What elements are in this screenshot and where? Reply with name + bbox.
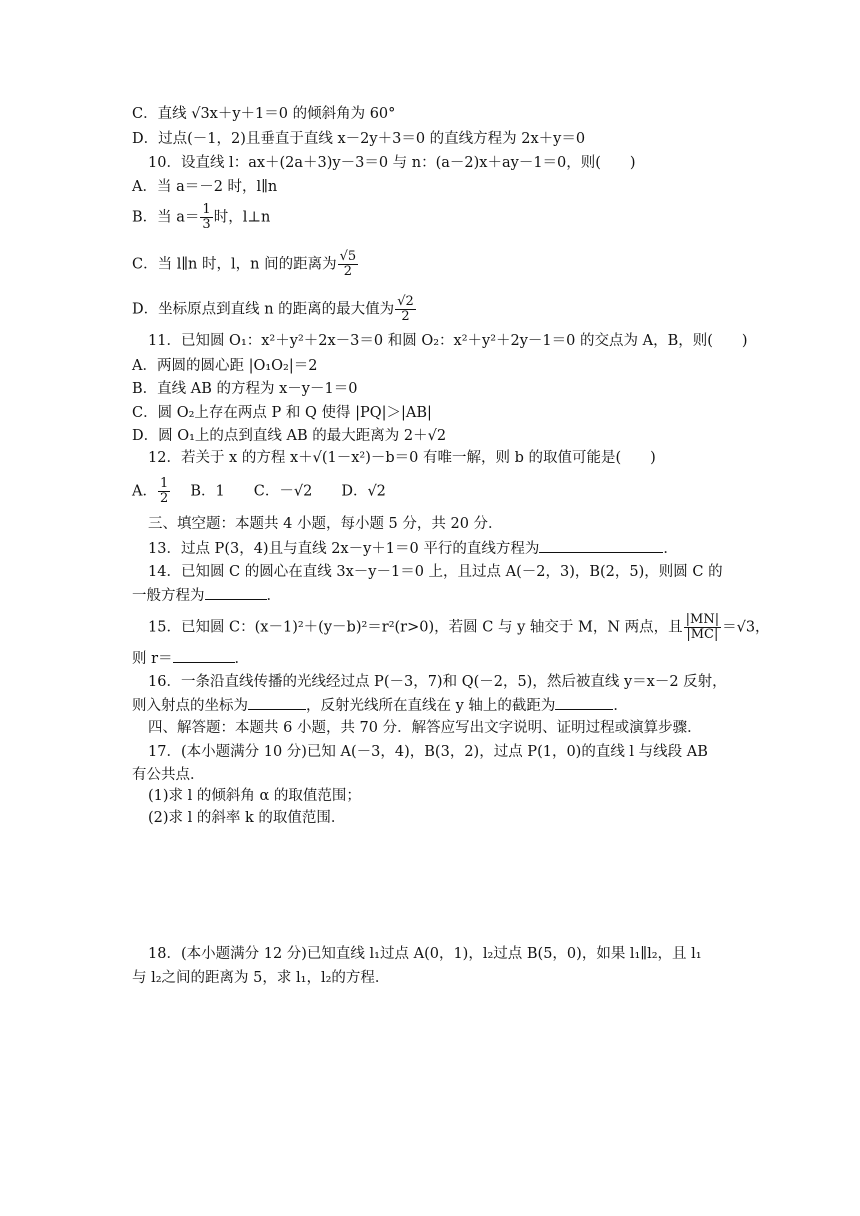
option-11d: D．圆 O₁上的点到直线 AB 的最大距离为 2＋√2 — [132, 428, 447, 444]
question-17-part2: (2)求 l 的斜率 k 的取值范围． — [148, 810, 346, 826]
question-18: 18．(本小题满分 12 分)已知直线 l₁过点 A(0，1)，l₂过点 B(5，0)，如果 l₁∥l₂，且 l₁ — [148, 946, 702, 962]
answer-blank[interactable] — [248, 695, 306, 710]
question-12: 12．若关于 x 的方程 x＋√(1－x²)－b＝0 有唯一解，则 b 的取值可能是( ) — [148, 450, 656, 466]
fraction: $\frac{|MN|}{|MC|}$ — [685, 612, 720, 642]
option-11b: B．直线 AB 的方程为 x－y－1＝0 — [132, 381, 358, 397]
option-10a: A．当 a＝－2 时，l∥n — [132, 179, 278, 195]
option-11a: A．两圆的圆心距 |O₁O₂|＝2 — [132, 358, 318, 374]
question-13: 13．过点 P(3，4)且与直线 2x－y＋1＝0 平行的直线方程为 ． — [148, 538, 678, 559]
question-15-cont: 则 r＝ ． — [132, 648, 249, 669]
option-10d: D．坐标原点到直线 n 的距离的最大值为 $\frac{√2}{2}$ — [132, 294, 414, 324]
answer-blank[interactable] — [555, 695, 613, 710]
answer-blank[interactable] — [539, 538, 663, 553]
question-17-part1: (1)求 l 的倾斜角 α 的取值范围； — [148, 788, 361, 804]
section-fill-blank: 三、填空题：本题共 4 小题，每小题 5 分，共 20 分． — [148, 516, 503, 532]
fraction: $\frac{√5}{2}$ — [339, 249, 357, 279]
fraction: $\frac{√2}{2}$ — [397, 294, 414, 324]
question-11: 11．已知圆 O₁：x²＋y²＋2x－3＝0 和圆 O₂：x²＋y²＋2y－1＝0 的交点为 A，B，则( ) — [148, 333, 748, 349]
question-17: 17．(本小题满分 10 分)已知 A(－3，4)，B(3，2)，过点 P(1，0)的直线 l 与线段 AB — [148, 744, 708, 760]
question-14: 14．已知圆 C 的圆心在直线 3x－y－1＝0 上，且过点 A(－2，3)，B(2，5)，则圆 C 的 — [148, 564, 723, 580]
option-9d: D．过点(－1，2)且垂直于直线 x－2y＋3＝0 的直线方程为 2x＋y＝0 — [132, 131, 586, 147]
question-18-cont: 与 l₂之间的距离为 5，求 l₁，l₂的方程． — [132, 970, 390, 986]
question-16: 16．一条沿直线传播的光线经过点 P(－3，7)和 Q(－2，5)，然后被直线 y＝x－2 反射， — [148, 674, 727, 690]
fraction: $\frac{1}{2}$ — [159, 476, 169, 506]
question-17-cont: 有公共点． — [132, 767, 205, 783]
option-10c: C．当 l∥n 时，l，n 间的距离为 $\frac{√5}{2}$ — [132, 249, 357, 279]
option-12: A． $\frac{1}{2}$ B．1 C．－√2 D．√2 — [132, 476, 386, 506]
question-14-cont: 一般方程为 ． — [132, 585, 281, 606]
section-solutions: 四、解答题：本题共 6 小题，共 70 分．解答应写出文字说明、证明过程或演算步骤． — [148, 720, 702, 736]
question-16-cont: 则入射点的坐标为 ，反射光线所在直线在 y 轴上的截距为 ． — [132, 695, 628, 716]
option-9c: C．直线 √3x＋y＋1＝0 的倾斜角为 60° — [132, 106, 396, 122]
answer-blank[interactable] — [205, 585, 267, 600]
fraction: $\frac{1}{3}$ — [202, 202, 211, 232]
option-10b: B．当 a＝ $\frac{1}{3}$ 时，l⊥n — [132, 202, 271, 232]
question-10: 10．设直线 l：ax＋(2a＋3)y－3＝0 与 n：(a－2)x＋ay－1＝0，则( ) — [148, 155, 636, 171]
question-15: 15．已知圆 C：(x－1)²＋(y－b)²＝r²(r>0)，若圆 C 与 y 轴交于 M，N 两点，且 $\frac{|MN|}{|MC|}$ ＝√3， — [148, 612, 770, 642]
answer-blank[interactable] — [173, 648, 235, 663]
option-11c: C．圆 O₂上存在两点 P 和 Q 使得 |PQ|＞|AB| — [132, 405, 432, 421]
